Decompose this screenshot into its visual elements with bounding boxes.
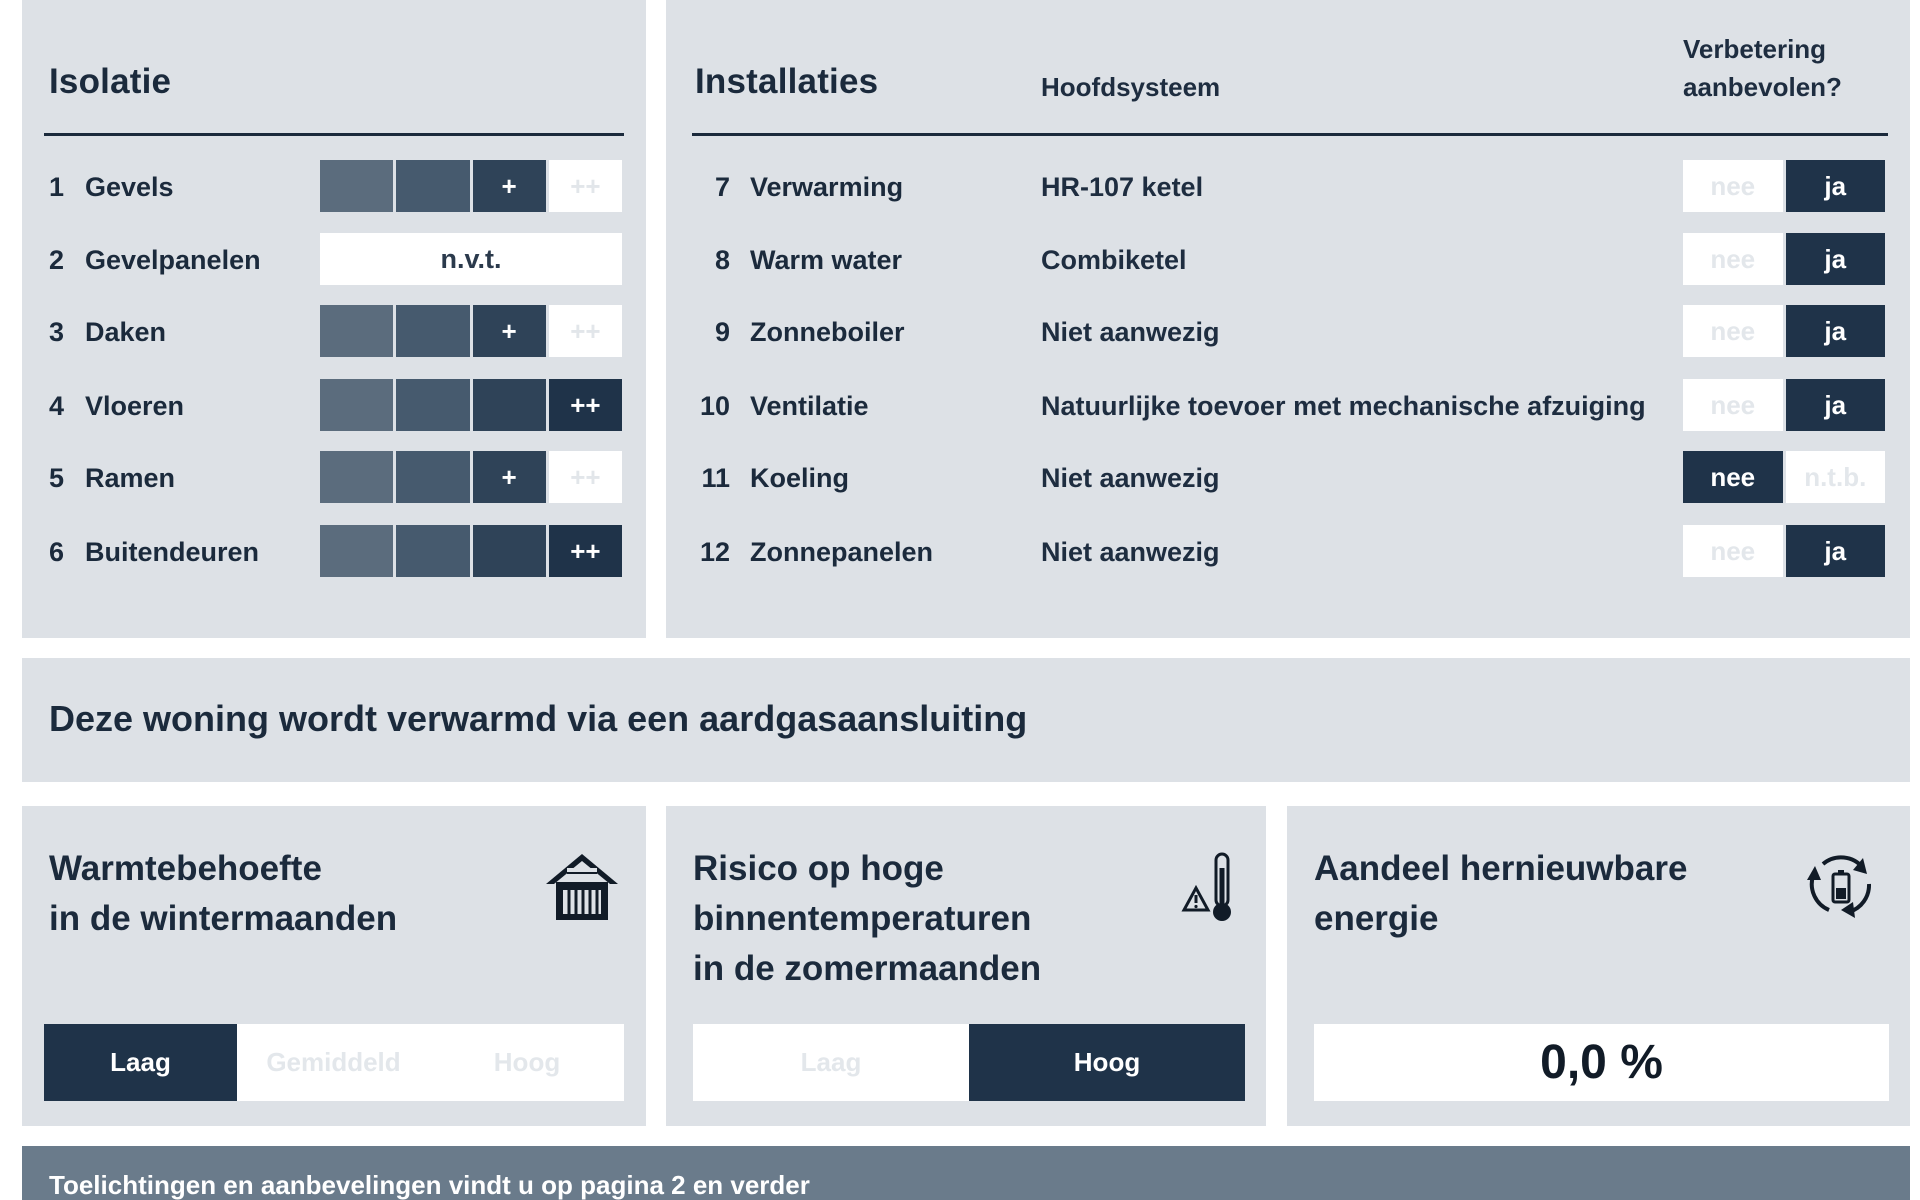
isolatie-divider — [44, 133, 624, 136]
card-title-line: Warmtebehoefte — [49, 849, 322, 888]
row-label: Koeling — [750, 463, 849, 493]
not-applicable-box: n.v.t. — [320, 233, 622, 285]
isolatie-row-gevels — [49, 160, 629, 212]
row-label: Verwarming — [750, 172, 904, 202]
isolatie-row-gevelpanelen — [49, 233, 629, 285]
option-laag: Laag — [693, 1024, 969, 1101]
option-nee: nee — [1683, 451, 1783, 503]
thermometer-warning-icon — [1180, 848, 1260, 928]
rating-segment-plus: + — [473, 160, 546, 212]
row-value: Niet aanwezig — [1041, 317, 1220, 347]
column-header-verbetering — [1683, 30, 1842, 106]
row-value: Niet aanwezig — [1041, 537, 1220, 567]
row-number: 8 — [714, 245, 730, 275]
rating-segment — [320, 305, 393, 357]
warmtebehoefte-scale — [44, 1024, 624, 1101]
row-number: 3 — [49, 317, 65, 347]
footer-text: Toelichtingen en aanbevelingen vindt u op pagina 2 en verder — [49, 1170, 810, 1200]
row-label: Buitendeuren — [85, 537, 260, 567]
option-ja: ja — [1786, 379, 1886, 431]
installatie-row-verwarming — [695, 160, 1890, 212]
rating-segment — [320, 451, 393, 503]
row-number: 4 — [49, 391, 65, 421]
option-nee: nee — [1683, 525, 1783, 577]
card-title-line: binnentemperaturen — [693, 899, 1032, 938]
row-label: Vloeren — [85, 391, 185, 421]
rating-segment — [396, 305, 469, 357]
isolatie-panel — [22, 0, 646, 638]
card-title-line: in de zomermaanden — [693, 949, 1042, 988]
rating-segment — [473, 379, 546, 431]
row-value: Natuurlijke toevoer met mechanische afzuiging — [1041, 391, 1646, 421]
row-value: Combiketel — [1041, 245, 1187, 275]
installatie-row-zonneboiler — [695, 305, 1890, 357]
rating-segment-plusplus: ++ — [549, 160, 622, 212]
rating-segment-plusplus: ++ — [549, 379, 622, 431]
rating-segment — [396, 525, 469, 577]
isolatie-row-ramen — [49, 451, 629, 503]
option-nee: nee — [1683, 160, 1783, 212]
row-label: Gevels — [85, 172, 174, 202]
installatie-row-koeling — [695, 451, 1890, 503]
rating-segment — [396, 160, 469, 212]
footer-bar — [22, 1146, 1910, 1200]
row-label: Daken — [85, 317, 167, 347]
row-label: Zonnepanelen — [750, 537, 934, 567]
recommendation-toggle — [1683, 160, 1885, 212]
rating-segment — [473, 525, 546, 577]
option-ja: ja — [1786, 233, 1886, 285]
risico-card — [666, 806, 1266, 1126]
row-number: 1 — [49, 172, 65, 202]
card-title-line: Aandeel hernieuwbare — [1314, 849, 1688, 888]
column-header-line: Verbetering — [1683, 34, 1827, 64]
warmtebehoefte-card — [22, 806, 646, 1126]
option-ja: ja — [1786, 525, 1886, 577]
recommendation-toggle — [1683, 379, 1885, 431]
isolatie-title: Isolatie — [49, 62, 172, 101]
option-nee: nee — [1683, 233, 1783, 285]
option-ntb: n.t.b. — [1786, 451, 1886, 503]
rating-segment — [396, 451, 469, 503]
recommendation-toggle — [1683, 305, 1885, 357]
card-title-line: energie — [1314, 899, 1439, 938]
row-number: 6 — [49, 537, 65, 567]
row-number: 11 — [701, 463, 730, 493]
installatie-row-zonnepanelen — [695, 525, 1890, 577]
row-number: 12 — [699, 537, 730, 567]
rating-segment-plusplus: ++ — [549, 305, 622, 357]
row-label: Warm water — [750, 245, 903, 275]
renewable-percentage: 0,0 % — [1314, 1024, 1889, 1101]
rating-scale — [320, 525, 622, 577]
option-ja: ja — [1786, 160, 1886, 212]
heating-banner — [22, 658, 1910, 782]
hernieuwbare-energie-card — [1287, 806, 1910, 1126]
installatie-row-ventilatie — [695, 379, 1890, 431]
rating-segment-plus: + — [473, 305, 546, 357]
row-number: 9 — [714, 317, 730, 347]
card-title-line: in de wintermaanden — [49, 899, 398, 938]
column-header-hoofdsysteem: Hoofdsysteem — [1041, 72, 1221, 102]
house-icon — [542, 848, 622, 928]
installaties-panel — [666, 0, 1910, 638]
isolatie-row-buitendeuren — [49, 525, 629, 577]
isolatie-row-daken — [49, 305, 629, 357]
rating-segment-plus: + — [473, 451, 546, 503]
option-hoog: Hoog — [430, 1024, 624, 1101]
row-number: 7 — [714, 172, 730, 202]
card-title — [693, 844, 1041, 994]
row-number: 10 — [699, 391, 730, 421]
row-value: Niet aanwezig — [1041, 463, 1220, 493]
rating-segment-plusplus: ++ — [549, 525, 622, 577]
row-number: 2 — [49, 245, 65, 275]
row-label: Zonneboiler — [750, 317, 905, 347]
option-laag: Laag — [44, 1024, 237, 1101]
row-number: 5 — [49, 463, 65, 493]
rating-segment — [320, 525, 393, 577]
rating-segment — [320, 379, 393, 431]
recommendation-toggle — [1683, 233, 1885, 285]
risico-scale — [693, 1024, 1245, 1101]
option-hoog: Hoog — [969, 1024, 1245, 1101]
column-header-line: aanbevolen? — [1683, 72, 1842, 102]
rating-scale — [320, 379, 622, 431]
card-title-line: Risico op hoge — [693, 849, 944, 888]
rating-segment — [396, 379, 469, 431]
card-title — [1314, 844, 1687, 944]
installatie-row-warm-water — [695, 233, 1890, 285]
row-label: Gevelpanelen — [85, 245, 261, 275]
isolatie-row-vloeren — [49, 379, 629, 431]
option-nee: nee — [1683, 379, 1783, 431]
rating-segment — [320, 160, 393, 212]
recommendation-toggle — [1683, 525, 1885, 577]
rating-scale — [320, 305, 622, 357]
row-label: Ventilatie — [750, 391, 869, 421]
option-nee: nee — [1683, 305, 1783, 357]
banner-text: Deze woning wordt verwarmd via een aardgasaansluiting — [49, 698, 1028, 739]
card-title — [49, 844, 397, 944]
rating-segment-plusplus: ++ — [549, 451, 622, 503]
recycle-battery-icon — [1801, 846, 1881, 926]
rating-scale — [320, 160, 622, 212]
recommendation-toggle — [1683, 451, 1885, 503]
installaties-divider — [692, 133, 1888, 136]
installaties-title: Installaties — [695, 62, 879, 101]
option-ja: ja — [1786, 305, 1886, 357]
rating-scale — [320, 451, 622, 503]
row-label: Ramen — [85, 463, 176, 493]
row-value: HR-107 ketel — [1041, 172, 1204, 202]
option-gemiddeld: Gemiddeld — [237, 1024, 430, 1101]
